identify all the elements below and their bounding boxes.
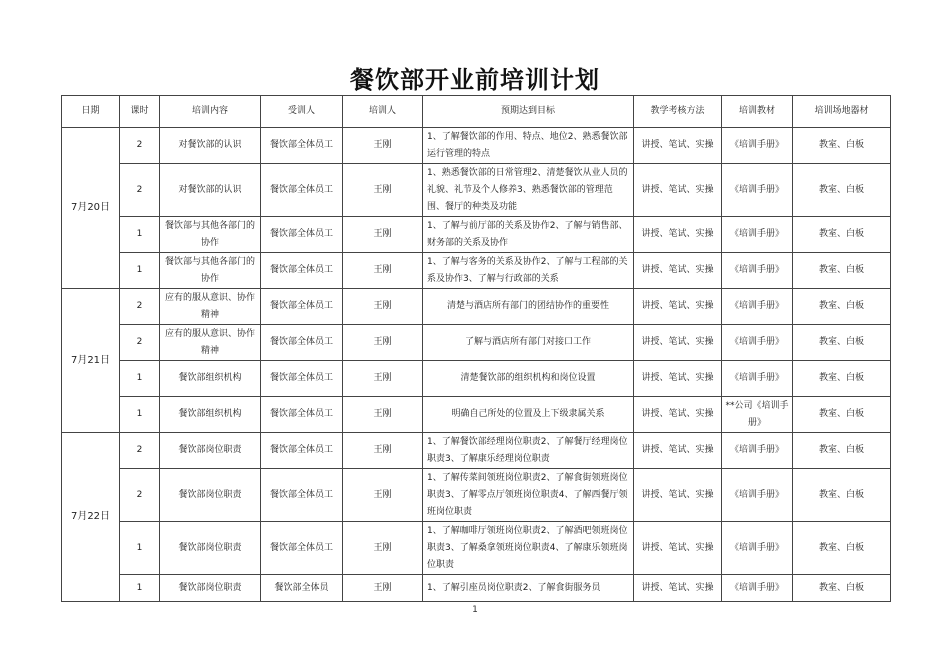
material-cell: 《培训手册》 — [722, 469, 793, 522]
material-cell: 《培训手册》 — [722, 433, 793, 469]
venue-cell: 教室、白板 — [793, 433, 891, 469]
material-cell: 《培训手册》 — [722, 522, 793, 575]
method-cell: 讲授、笔试、实操 — [634, 253, 722, 289]
table-row — [62, 128, 891, 164]
trainee-cell: 餐饮部全体员工 — [261, 397, 343, 433]
content-cell: 餐饮部岗位职责 — [160, 469, 261, 522]
header-material: 培训教材 — [722, 96, 793, 128]
trainer-cell: 王刚 — [343, 164, 423, 217]
goal-cell: 明确自己所处的位置及上下级隶属关系 — [423, 397, 634, 433]
content-cell: 餐饮部与其他各部门的协作 — [160, 217, 261, 253]
material-cell: 《培训手册》 — [722, 289, 793, 325]
trainer-cell: 王刚 — [343, 289, 423, 325]
table-row — [62, 325, 891, 361]
table-row — [62, 164, 891, 217]
table-row — [62, 289, 891, 325]
hours-cell: 2 — [120, 289, 160, 325]
trainee-cell: 餐饮部全体员工 — [261, 433, 343, 469]
material-cell: 《培训手册》 — [722, 128, 793, 164]
header-hours: 课时 — [120, 96, 160, 128]
hours-cell: 1 — [120, 217, 160, 253]
trainee-cell: 餐饮部全体员工 — [261, 325, 343, 361]
training-plan-table — [61, 95, 891, 602]
header-venue: 培训场地器材 — [793, 96, 891, 128]
method-cell: 讲授、笔试、实操 — [634, 289, 722, 325]
trainer-cell: 王刚 — [343, 469, 423, 522]
trainee-cell: 餐饮部全体员工 — [261, 253, 343, 289]
trainee-cell: 餐饮部全体员工 — [261, 522, 343, 575]
table-row — [62, 361, 891, 397]
venue-cell: 教室、白板 — [793, 289, 891, 325]
content-cell: 应有的服从意识、协作精神 — [160, 325, 261, 361]
content-cell: 餐饮部岗位职责 — [160, 522, 261, 575]
table-row — [62, 397, 891, 433]
venue-cell: 教室、白板 — [793, 361, 891, 397]
material-cell: 《培训手册》 — [722, 325, 793, 361]
table-row — [62, 469, 891, 522]
trainee-cell: 餐饮部全体员工 — [261, 469, 343, 522]
goal-cell: 1、熟悉餐饮部的日常管理2、清楚餐饮从业人员的礼貌、礼节及个人修养3、熟悉餐饮部的管理范围、餐厅的种类及功能 — [423, 164, 634, 217]
hours-cell: 2 — [120, 164, 160, 217]
trainer-cell: 王刚 — [343, 217, 423, 253]
header-date: 日期 — [62, 96, 120, 128]
material-cell: **公司《培训手册》 — [722, 397, 793, 433]
trainee-cell: 餐饮部全体员工 — [261, 289, 343, 325]
hours-cell: 2 — [120, 128, 160, 164]
method-cell: 讲授、笔试、实操 — [634, 469, 722, 522]
table-row — [62, 575, 891, 602]
hours-cell: 1 — [120, 397, 160, 433]
table-row — [62, 433, 891, 469]
trainer-cell: 王刚 — [343, 325, 423, 361]
venue-cell: 教室、白板 — [793, 397, 891, 433]
date-cell: 7月22日 — [62, 433, 120, 602]
table-header-row — [62, 96, 891, 128]
hours-cell: 1 — [120, 522, 160, 575]
goal-cell: 清楚与酒店所有部门的团结协作的重要性 — [423, 289, 634, 325]
hours-cell: 1 — [120, 253, 160, 289]
date-cell: 7月20日 — [62, 128, 120, 289]
venue-cell: 教室、白板 — [793, 217, 891, 253]
header-content: 培训内容 — [160, 96, 261, 128]
material-cell: 《培训手册》 — [722, 164, 793, 217]
content-cell: 应有的服从意识、协作精神 — [160, 289, 261, 325]
content-cell: 对餐饮部的认识 — [160, 164, 261, 217]
venue-cell: 教室、白板 — [793, 325, 891, 361]
trainee-cell: 餐饮部全体员工 — [261, 217, 343, 253]
material-cell: 《培训手册》 — [722, 575, 793, 602]
header-trainee: 受训人 — [261, 96, 343, 128]
trainer-cell: 王刚 — [343, 433, 423, 469]
goal-cell: 1、了解咖啡厅领班岗位职责2、了解酒吧领班岗位职责3、了解桑拿领班岗位职责4、了解康乐领班岗位职责 — [423, 522, 634, 575]
venue-cell: 教室、白板 — [793, 522, 891, 575]
venue-cell: 教室、白板 — [793, 575, 891, 602]
method-cell: 讲授、笔试、实操 — [634, 164, 722, 217]
page-title: 餐饮部开业前培训计划 — [350, 66, 600, 94]
content-cell: 餐饮部组织机构 — [160, 361, 261, 397]
goal-cell: 清楚餐饮部的组织机构和岗位设置 — [423, 361, 634, 397]
method-cell: 讲授、笔试、实操 — [634, 575, 722, 602]
hours-cell: 2 — [120, 325, 160, 361]
hours-cell: 1 — [120, 575, 160, 602]
goal-cell: 1、了解与客务的关系及协作2、了解与工程部的关系及协作3、了解与行政部的关系 — [423, 253, 634, 289]
material-cell: 《培训手册》 — [722, 361, 793, 397]
table-row — [62, 522, 891, 575]
content-cell: 餐饮部岗位职责 — [160, 433, 261, 469]
trainer-cell: 王刚 — [343, 575, 423, 602]
method-cell: 讲授、笔试、实操 — [634, 361, 722, 397]
date-cell: 7月21日 — [62, 289, 120, 433]
venue-cell: 教室、白板 — [793, 128, 891, 164]
hours-cell: 2 — [120, 469, 160, 522]
goal-cell: 1、了解餐饮部经理岗位职责2、了解餐厅经理岗位职责3、了解康乐经理岗位职责 — [423, 433, 634, 469]
material-cell: 《培训手册》 — [722, 253, 793, 289]
page-number: 1 — [472, 605, 478, 615]
goal-cell: 1、了解餐饮部的作用、特点、地位2、熟悉餐饮部运行管理的特点 — [423, 128, 634, 164]
method-cell: 讲授、笔试、实操 — [634, 217, 722, 253]
method-cell: 讲授、笔试、实操 — [634, 325, 722, 361]
trainee-cell: 餐饮部全体员工 — [261, 164, 343, 217]
venue-cell: 教室、白板 — [793, 469, 891, 522]
goal-cell: 1、了解引座员岗位职责2、了解食街服务员 — [423, 575, 634, 602]
trainer-cell: 王刚 — [343, 522, 423, 575]
content-cell: 餐饮部组织机构 — [160, 397, 261, 433]
header-trainer: 培训人 — [343, 96, 423, 128]
hours-cell: 1 — [120, 361, 160, 397]
table-row — [62, 253, 891, 289]
content-cell: 餐饮部岗位职责 — [160, 575, 261, 602]
trainer-cell: 王刚 — [343, 128, 423, 164]
table-row — [62, 217, 891, 253]
goal-cell: 1、了解传菜间领班岗位职责2、了解食街领班岗位职责3、了解零点厅领班岗位职责4、了解西餐厅领班岗位职责 — [423, 469, 634, 522]
hours-cell: 2 — [120, 433, 160, 469]
method-cell: 讲授、笔试、实操 — [634, 397, 722, 433]
method-cell: 讲授、笔试、实操 — [634, 522, 722, 575]
method-cell: 讲授、笔试、实操 — [634, 433, 722, 469]
goal-cell: 1、了解与前厅部的关系及协作2、了解与销售部、财务部的关系及协作 — [423, 217, 634, 253]
venue-cell: 教室、白板 — [793, 164, 891, 217]
content-cell: 对餐饮部的认识 — [160, 128, 261, 164]
trainee-cell: 餐饮部全体员 — [261, 575, 343, 602]
material-cell: 《培训手册》 — [722, 217, 793, 253]
trainer-cell: 王刚 — [343, 253, 423, 289]
venue-cell: 教室、白板 — [793, 253, 891, 289]
goal-cell: 了解与酒店所有部门对接口工作 — [423, 325, 634, 361]
trainer-cell: 王刚 — [343, 397, 423, 433]
header-method: 教学考核方法 — [634, 96, 722, 128]
header-goal: 预期达到目标 — [423, 96, 634, 128]
trainee-cell: 餐饮部全体员工 — [261, 128, 343, 164]
method-cell: 讲授、笔试、实操 — [634, 128, 722, 164]
content-cell: 餐饮部与其他各部门的协作 — [160, 253, 261, 289]
trainer-cell: 王刚 — [343, 361, 423, 397]
trainee-cell: 餐饮部全体员工 — [261, 361, 343, 397]
